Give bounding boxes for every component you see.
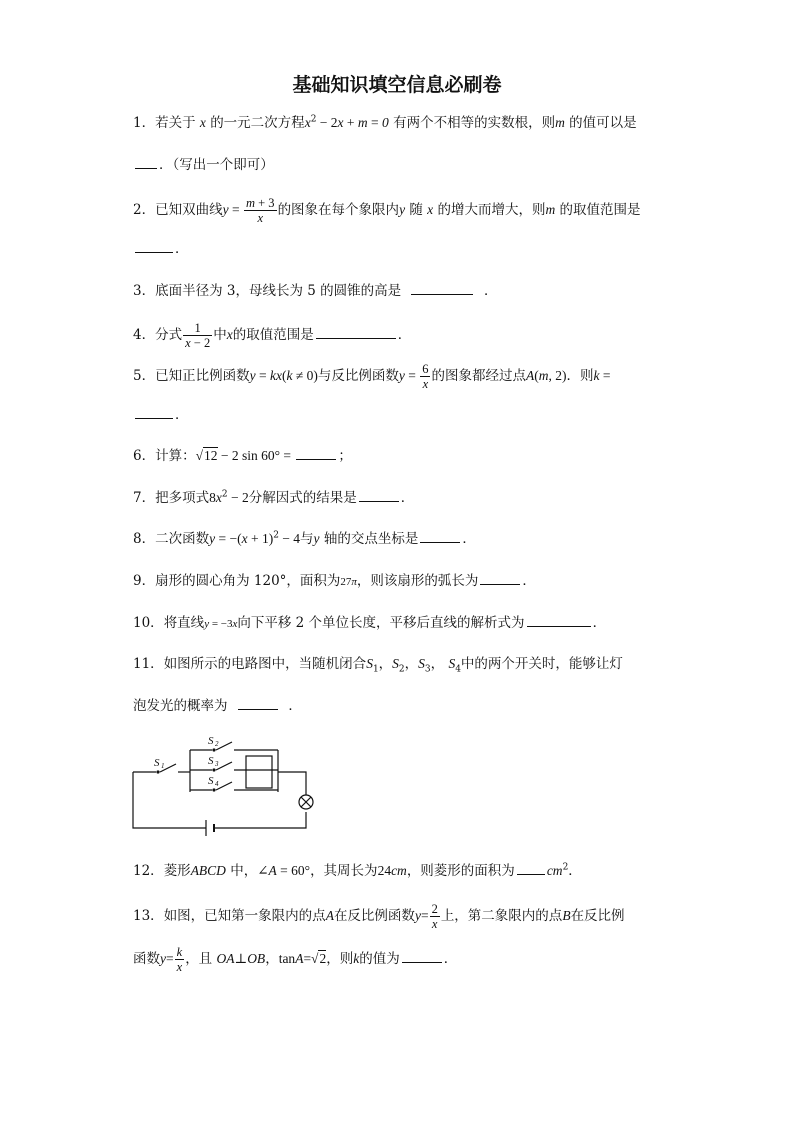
- question-13: 13．如图，已知第一象限内的点A在反比例函数y= $\frac{2}{x}$ 上，第二象限内的点B在反比例: [133, 902, 625, 931]
- question-5-cont: ．: [133, 404, 673, 426]
- question-7: 7．把多项式$8x^2 - 2$分解因式的结果是 ．: [133, 487, 673, 509]
- question-12: 12．菱形ABCD 中，∠A = 60°，其周长为24cm，则菱形的面积为 $cm^2$．: [133, 860, 673, 882]
- answer-blank[interactable]: [135, 404, 173, 419]
- answer-blank[interactable]: [411, 280, 473, 295]
- answer-blank[interactable]: [517, 860, 545, 875]
- answer-blank[interactable]: [135, 154, 157, 169]
- page-title: 基础知识填空信息必刷卷: [292, 74, 502, 96]
- answer-blank[interactable]: [296, 445, 336, 460]
- switch-label-s4: S: [208, 775, 214, 787]
- answer-blank[interactable]: [359, 487, 399, 502]
- svg-text:2: 2: [215, 740, 219, 748]
- question-1-cont: ．（写出一个即可）: [133, 154, 673, 176]
- svg-text:1: 1: [161, 762, 165, 770]
- question-11-cont: 泡发光的概率为 ．: [133, 695, 673, 717]
- question-4: 4．分式 $\frac{1}{x - 2}$ 中x的取值范围是 ．: [133, 321, 412, 350]
- question-3: 3．底面半径为 3，母线长为 5 的圆锥的高是 ．: [133, 280, 673, 302]
- question-9: 9．扇形的圆心角为 120°，面积为27π，则该扇形的弧长为 ．: [133, 570, 673, 593]
- answer-blank[interactable]: [316, 324, 396, 339]
- question-1: 1．若关于 x 的一元二次方程$x^2 - 2x + m = 0$ 有两个不相等的实数根，则m 的值可以是: [133, 114, 637, 131]
- question-13-cont: 函数y= $\frac{k}{x}$ ，且 OA⊥OB，tanA=√2，则k的值为 ．: [133, 945, 458, 974]
- svg-text:3: 3: [215, 760, 219, 768]
- question-5: 5．已知正比例函数y = kx(k ≠ 0)与反比例函数y = $\frac{6}{x}$ 的图象都经过点A(m, 2)．则k =: [133, 362, 611, 391]
- question-8: 8．二次函数$y = -(x + 1)^2 - 4$与y 轴的交点坐标是 ．: [133, 528, 673, 550]
- switch-label-s2: S: [208, 735, 214, 747]
- question-2: 2．已知双曲线y = $\frac{m + 3}{x}$ 的图象在每个象限内y 随 x 的增大而增大，则m 的取值范围是: [133, 196, 641, 225]
- question-6: 6．计算：√12 − 2 sin 60° = ；: [133, 445, 673, 467]
- answer-blank[interactable]: [402, 948, 442, 963]
- question-2-cont: ．: [133, 238, 673, 260]
- answer-blank[interactable]: [420, 528, 460, 543]
- answer-blank[interactable]: [238, 695, 278, 710]
- switch-label-s1: S: [154, 757, 160, 769]
- question-11: 11．如图所示的电路图中，当随机闭合$S_1$，$S_2$，$S_3$， $S_4$中的两个开关时，能够让灯: [133, 656, 623, 675]
- answer-blank[interactable]: [527, 612, 591, 627]
- circuit-diagram: [128, 730, 328, 838]
- answer-blank[interactable]: [135, 238, 173, 253]
- switch-label-s3: S: [208, 755, 214, 767]
- answer-blank[interactable]: [480, 570, 520, 585]
- question-10: 10．将直线y = −3x向下平移 2 个单位长度，平移后直线的解析式为 ．: [133, 612, 673, 635]
- svg-text:4: 4: [215, 780, 219, 788]
